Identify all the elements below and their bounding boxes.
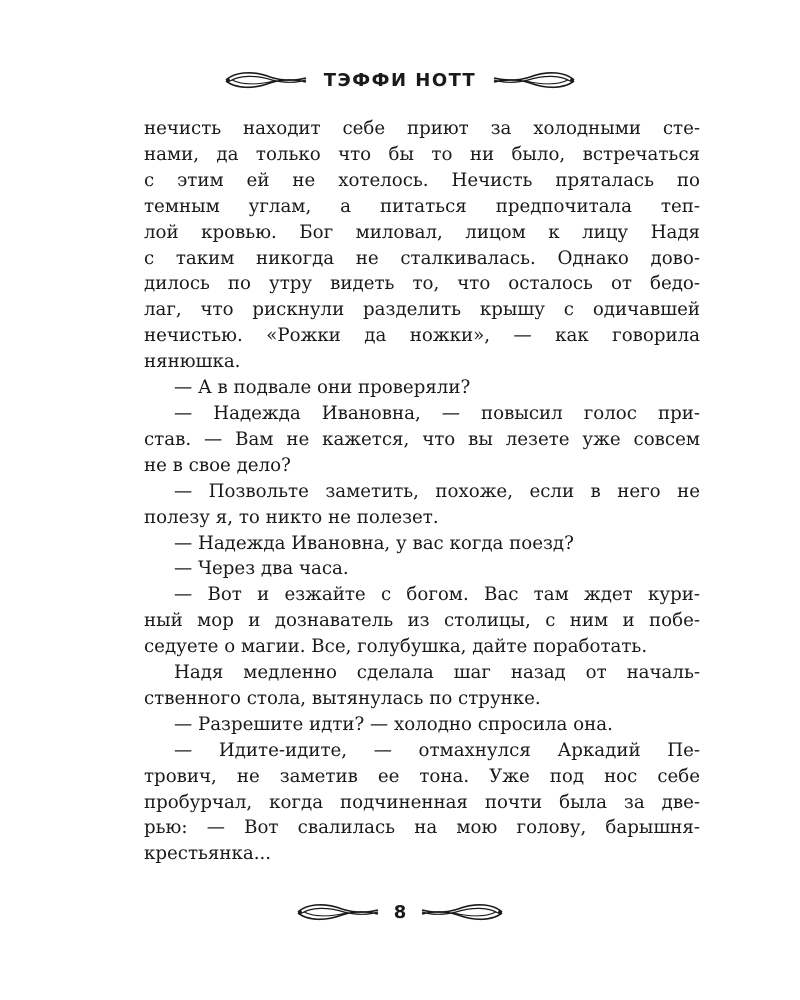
text-line: рью: — Вот свалилась на мою голову, барышня-	[144, 817, 700, 839]
paragraph	[144, 479, 700, 531]
page-header	[0, 66, 800, 94]
page-number: 8	[393, 901, 407, 923]
text-line: лой кровью. Бог миловал, лицом к лицу Надя	[144, 221, 700, 243]
running-title: ТЭФФИ НОТТ	[323, 69, 477, 91]
paragraph	[144, 556, 700, 582]
paragraph	[144, 375, 700, 401]
body-text	[144, 116, 700, 867]
text-line: крестьянка...	[144, 843, 272, 865]
text-line: став. — Вам не кажется, что вы лезете уже совсем	[144, 428, 700, 450]
paragraph	[144, 712, 700, 738]
paragraph	[144, 531, 700, 557]
text-line: лаг, что рискнули разделить крышу с одичавшей	[144, 299, 700, 321]
text-line: нянюшка.	[144, 351, 241, 373]
text-line: — Позвольте заметить, похоже, если в него не	[174, 480, 700, 502]
flourish-ornament-icon	[224, 69, 308, 91]
flourish-ornament-icon	[420, 901, 504, 923]
text-line: ный мор и дознаватель из столицы, с ним и побе-	[144, 610, 700, 632]
text-line: ственного стола, вытянулась по струнке.	[144, 687, 541, 709]
text-line: — Через два часа.	[174, 558, 349, 580]
text-line: полезу я, то никто не полезет.	[144, 506, 439, 528]
text-line: темным углам, а питаться предпочитала теп-	[144, 195, 700, 217]
text-line: — Надежда Ивановна, — повысил голос при-	[174, 402, 700, 424]
paragraph	[144, 738, 700, 868]
paragraph	[144, 660, 700, 712]
text-line: с таким никогда не сталкивалась. Однако дово-	[144, 247, 700, 269]
flourish-ornament-icon	[492, 69, 576, 91]
text-line: не в свое дело?	[144, 454, 291, 476]
text-line: нами, да только что бы то ни было, встречаться	[144, 143, 700, 165]
text-line: — Разрешите идти? — холодно спросила она.	[174, 713, 613, 735]
text-line: — А в подвале они проверяли?	[174, 377, 471, 399]
paragraph	[144, 401, 700, 479]
text-line: седуете о магии. Все, голубушка, дайте поработать.	[144, 636, 648, 658]
text-line: нечистью. «Рожки да ножки», — как говорила	[144, 325, 700, 347]
text-line: Надя медленно сделала шаг назад от началь-	[174, 662, 700, 684]
paragraph	[144, 582, 700, 660]
page-footer	[0, 898, 800, 926]
text-line: нечисть находит себе приют за холодными сте-	[144, 118, 700, 139]
text-line: с этим ей не хотелось. Нечисть пряталась по	[144, 169, 700, 191]
paragraph	[144, 116, 700, 375]
text-line: трович, не заметив ее тона. Уже под нос себе	[144, 765, 700, 787]
text-line: — Надежда Ивановна, у вас когда поезд?	[174, 532, 574, 554]
text-line: — Идите-идите, — отмахнулся Аркадий Пе-	[174, 739, 700, 761]
text-line: дилось по утру видеть то, что осталось от бедо-	[144, 273, 700, 295]
text-line: пробурчал, когда подчиненная почти была за две-	[144, 791, 700, 813]
flourish-ornament-icon	[296, 901, 380, 923]
text-line: — Вот и езжайте с богом. Вас там ждет кури-	[174, 584, 700, 606]
